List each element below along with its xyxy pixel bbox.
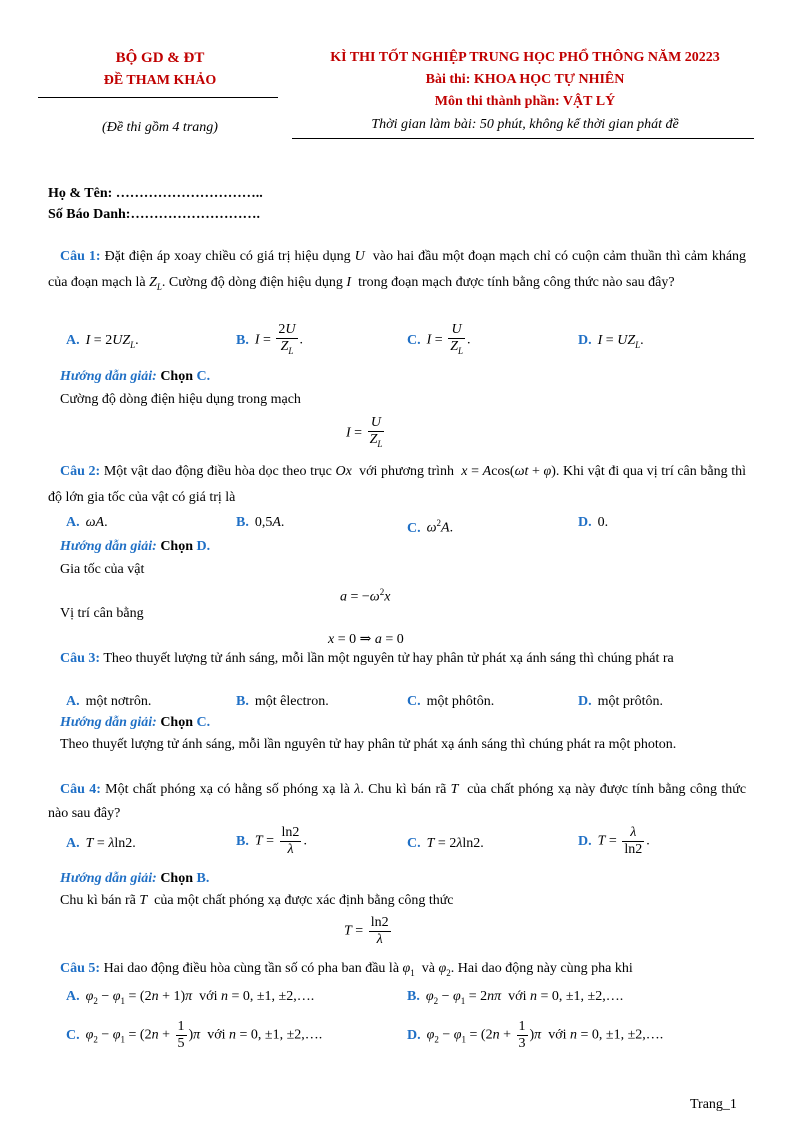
question-2: Câu 2: Một vật dao động điều hòa dọc theo trục Ox với phương trình x = Acos(ωt + φ). Khi vật đi qua vị trí cân bằng thì độ lớn gia tốc của vật có giá trị là bbox=[48, 464, 746, 505]
q1-option-b[interactable]: B. I = $\frac{2U}{Z_L}$ . bbox=[236, 322, 303, 359]
exam-type: ĐỀ THAM KHẢO bbox=[103, 73, 217, 88]
q2-solution-text-1: Gia tốc của vật bbox=[60, 562, 145, 577]
pages-note: (Đề thi gồm 4 trang) bbox=[102, 120, 218, 135]
q3-option-b[interactable]: B. một êlectron. bbox=[236, 694, 329, 709]
q4-option-c[interactable]: C. T = 2λln2. bbox=[407, 836, 484, 851]
header-right-rule bbox=[292, 138, 754, 139]
q3-option-d[interactable]: D. một prôtôn. bbox=[578, 694, 663, 709]
q3-solution-header: Hướng dẫn giải: Chọn C. bbox=[60, 715, 211, 730]
q4-option-d[interactable]: D. T = $\frac{\lambda}{\ln 2}$ . bbox=[578, 825, 650, 857]
q4-option-b[interactable]: B. T = $\frac{\ln 2}{\lambda}$ . bbox=[236, 825, 307, 857]
question-5: Câu 5: Hai dao động điều hòa cùng tần số có pha ban đầu là $\varphi_1$ và $\varphi_2$. Hai dao động này cùng pha khi bbox=[60, 961, 633, 978]
q1-solution-text: Cường độ dòng điện hiệu dụng trong mạch bbox=[60, 392, 301, 407]
q5-option-a[interactable]: A. $\varphi_2 - \varphi_1 = (2n + 1)\pi$ với n = 0, ±1, ±2,…. bbox=[66, 989, 315, 1006]
q2-option-b[interactable]: B. 0,5A. bbox=[236, 515, 285, 530]
q5-option-d[interactable]: D. $\varphi_2 - \varphi_1 = (2n$ + $\frac{1}{3}$ )π với n = 0, ±1, ±2,…. bbox=[407, 1019, 664, 1051]
q3-option-c[interactable]: C. một phôtôn. bbox=[407, 694, 495, 709]
exam-subject: Bài thi: KHOA HỌC TỰ NHIÊN bbox=[425, 72, 625, 87]
q2-solution-header: Hướng dẫn giải: Chọn D. bbox=[60, 539, 211, 554]
question-3: Câu 3: Theo thuyết lượng tử ánh sáng, mỗi lần một nguyên tử hay phân tử phát xạ ánh sáng thì chúng phát ra bbox=[60, 651, 674, 666]
question-4: Câu 4: Một chất phóng xạ có hằng số phóng xạ là λ. Chu kì bán rã T của chất phóng xạ này được tính bằng công thức nào sau đây? bbox=[48, 782, 747, 821]
page-number: Trang_1 bbox=[690, 1097, 737, 1112]
student-id-field: Số Báo Danh:………………………. bbox=[48, 207, 260, 222]
ministry-name: BỘ GD & ĐT bbox=[115, 50, 205, 66]
q1-option-a[interactable]: A. $I = 2UZ_L$. bbox=[66, 333, 139, 350]
exam-title: KÌ THI TỐT NGHIỆP TRUNG HỌC PHỔ THÔNG NĂM 20223 bbox=[330, 50, 720, 65]
question-1: Câu 1: Đặt điện áp xoay chiều có giá trị hiệu dụng U vào hai đầu một đoạn mạch chỉ có cuộn cảm thuần thì cảm kháng của đoạn mạch là $Z_L$. Cường độ dòng điện hiệu dụng I trong đoạn mạch được tính bằng công thức nào sau đây? bbox=[48, 249, 747, 292]
q1-solution-header: Hướng dẫn giải: Chọn C. bbox=[60, 369, 211, 384]
q1-option-d[interactable]: D. $I = UZ_L$. bbox=[578, 333, 644, 350]
q4-solution-formula: T = $\frac{\ln 2}{\lambda}$ bbox=[344, 915, 389, 947]
q2-option-c[interactable]: C. $\omega^2A$. bbox=[407, 518, 454, 536]
q3-solution-text: Theo thuyết lượng tử ánh sáng, mỗi lần nguyên tử hay phân tử phát xạ ánh sáng thì chúng phát ra một photon. bbox=[60, 737, 677, 752]
q2-option-a[interactable]: A. ωA. bbox=[66, 515, 108, 530]
q2-solution-text-2: Vị trí cân bằng bbox=[60, 606, 144, 621]
q4-solution-text: Chu kì bán rã T của một chất phóng xạ được xác định bằng công thức bbox=[60, 893, 454, 908]
q3-option-a[interactable]: A. một nơtrôn. bbox=[66, 694, 152, 709]
q1-option-c[interactable]: C. I = $\frac{U}{Z_L}$ . bbox=[407, 322, 471, 359]
header-left-rule bbox=[38, 97, 278, 98]
q4-solution-header: Hướng dẫn giải: Chọn B. bbox=[60, 871, 210, 886]
q2-solution-formula-2: x = 0 ⇒ a = 0 bbox=[328, 632, 404, 647]
time-note: Thời gian làm bài: 50 phút, không kể thời gian phát đề bbox=[371, 117, 679, 132]
q2-option-d[interactable]: D. 0. bbox=[578, 515, 609, 530]
q1-solution-formula: I = $\frac{U}{Z_L}$ bbox=[346, 415, 386, 452]
q5-option-c[interactable]: C. $\varphi_2 - \varphi_1 = (2n$ + $\frac{1}{5}$ )π với n = 0, ±1, ±2,…. bbox=[66, 1019, 323, 1051]
student-name-field: Họ & Tên: ………………………….. bbox=[48, 186, 263, 201]
q2-solution-formula-1: $a = -\omega^2x$ bbox=[340, 587, 391, 605]
q5-option-b[interactable]: B. $\varphi_2 - \varphi_1 = 2n\pi$ với n = 0, ±1, ±2,…. bbox=[407, 989, 624, 1006]
exam-subcomponent: Môn thi thành phần: VẬT LÝ bbox=[434, 94, 616, 109]
q4-option-a[interactable]: A. T = λln2. bbox=[66, 836, 136, 851]
